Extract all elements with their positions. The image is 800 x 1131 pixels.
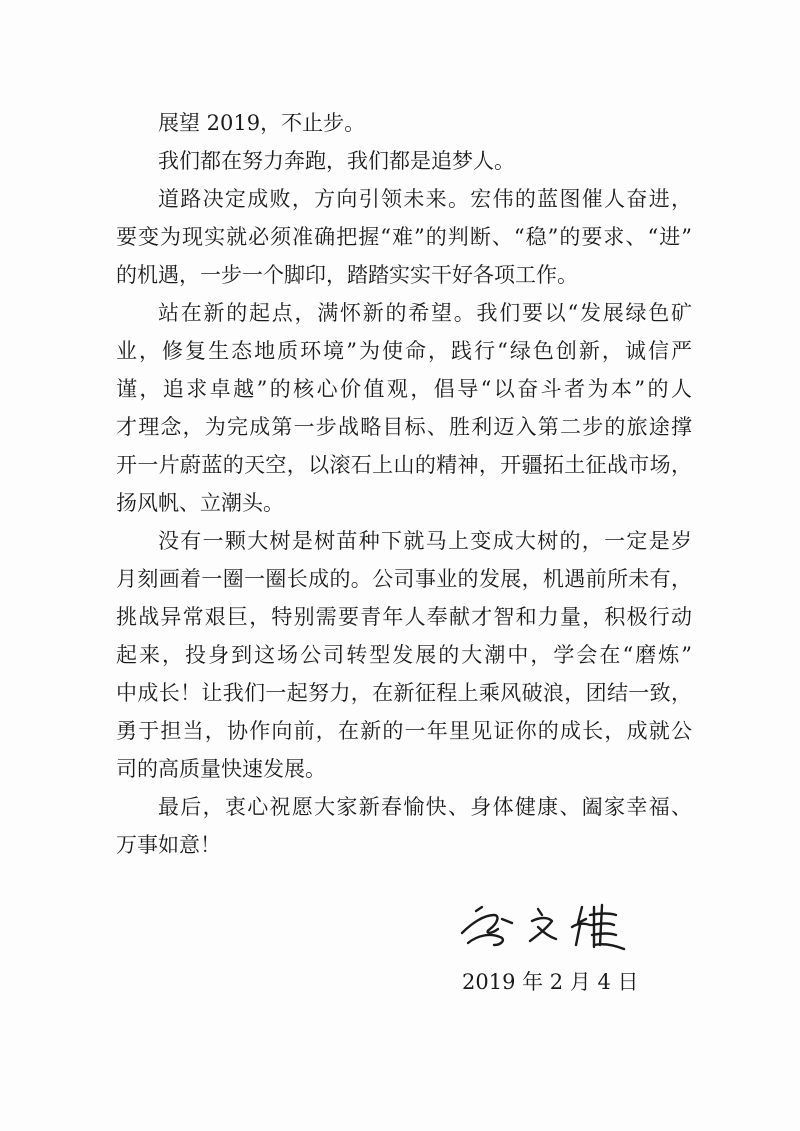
handwritten-signature	[454, 893, 654, 957]
paragraph-line: 谨，追求卓越”的核心价值观，倡导“以奋斗者为本”的人	[116, 377, 692, 401]
paragraph-line: 司的高质量快速发展。	[116, 757, 326, 781]
paragraph-line: 站在新的起点，满怀新的希望。我们要以“发展绿色矿	[158, 301, 692, 325]
paragraph-line: 要变为现实就必须准确把握“难”的判断、“稳”的要求、“进”	[116, 225, 692, 249]
paragraph-line: 的机遇，一步一个脚印，踏踏实实干好各项工作。	[116, 263, 578, 287]
paragraph-line: 开一片蔚蓝的天空，以滚石上山的精神，开疆拓土征战市场，	[116, 453, 692, 477]
paragraph-line: 没有一颗大树是树苗种下就马上变成大树的，一定是岁	[158, 529, 692, 553]
paragraph-line: 挑战异常艰巨，特别需要青年人奉献才智和力量，积极行动	[116, 605, 692, 629]
letter-body	[116, 104, 692, 864]
paragraph-line: 展望 2019，不止步。	[158, 111, 366, 135]
paragraph-line: 最后，衷心祝愿大家新春愉快、身体健康、阖家幸福、	[158, 795, 692, 819]
paragraph-line: 才理念，为完成第一步战略目标、胜利迈入第二步的旅途撑	[116, 415, 692, 439]
signature-drawing	[454, 893, 654, 957]
paragraph-line: 道路决定成败，方向引领未来。宏伟的蓝图催人奋进，	[158, 187, 692, 211]
paragraph-line: 万事如意！	[116, 833, 221, 857]
letter-date: 2019 年 2 月 4 日	[462, 970, 639, 994]
paragraph-line: 月刻画着一圈一圈长成的。公司事业的发展，机遇前所未有，	[116, 567, 692, 591]
paragraph-line: 中成长！让我们一起努力，在新征程上乘风破浪，团结一致，	[116, 681, 692, 705]
paragraph-line: 勇于担当，协作向前，在新的一年里见证你的成长，成就公	[116, 719, 692, 743]
paragraph-line: 扬风帆、立潮头。	[116, 491, 284, 515]
paragraph-line: 业，修复生态地质环境”为使命，践行“绿色创新，诚信严	[116, 339, 692, 363]
paragraph-line: 起来，投身到这场公司转型发展的大潮中，学会在“磨炼”	[116, 643, 692, 667]
paragraph-line: 我们都在努力奔跑，我们都是追梦人。	[158, 149, 515, 173]
